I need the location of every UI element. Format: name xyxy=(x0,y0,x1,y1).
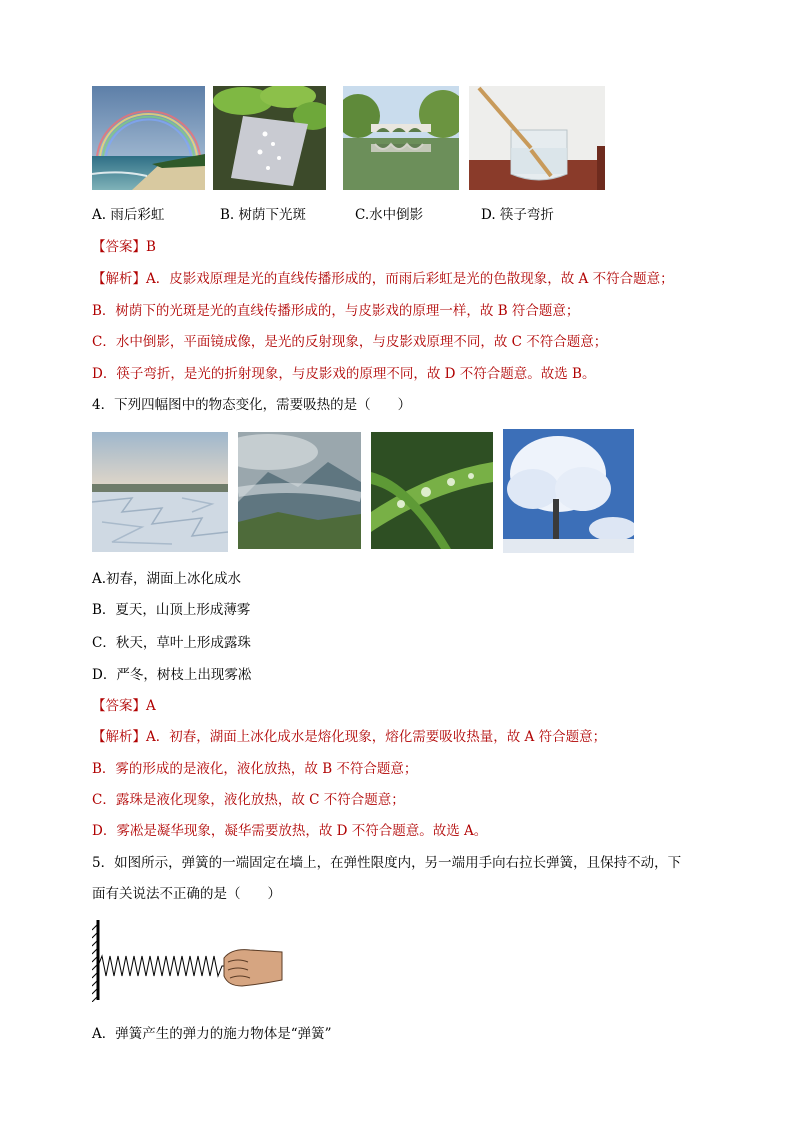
analysis-tag: 【解析】 xyxy=(92,271,146,287)
rainbow-photo xyxy=(92,86,205,190)
q5-option-a: A．弹簧产生的弹力的施力物体是“弹簧” xyxy=(92,1026,332,1042)
spring-wall-hand-diagram xyxy=(92,918,284,1002)
q5-stem-line-2: 面有关说法不正确的是（ ） xyxy=(92,886,281,902)
q3-analysis-line-4: D．筷子弯折，是光的折射现象，与皮影戏的原理不同，故 D 不符合题意。故选 B。 xyxy=(92,366,596,382)
q4-analysis-line-4: D．雾凇是凝华现象，凝华需要放热，故 D 不符合题意。故选 A。 xyxy=(92,823,488,839)
q4-analysis-line-2: B．雾的形成的是液化，液化放热，故 B 不符合题意； xyxy=(92,761,418,777)
dew-on-grass-photo xyxy=(371,432,493,549)
analysis-tag: 【解析】 xyxy=(92,729,146,745)
answer-value: A xyxy=(146,698,156,714)
q3-option-a: A. 雨后彩虹 xyxy=(92,207,165,223)
q4-option-b: B．夏天，山顶上形成薄雾 xyxy=(92,602,251,618)
q3-option-b: B. 树荫下光斑 xyxy=(220,207,307,223)
q3-answer xyxy=(92,238,156,256)
melting-lake-ice-photo xyxy=(92,432,228,552)
q3-analysis-line-2: B．树荫下的光斑是光的直线传播形成的，与皮影戏的原理一样，故 B 符合题意； xyxy=(92,303,580,319)
chopsticks-in-water-photo xyxy=(469,86,605,190)
q4-analysis-line-3: C．露珠是液化现象，液化放热，故 C 不符合题意； xyxy=(92,792,405,808)
q3-analysis-line-3: C．水中倒影，平面镜成像，是光的反射现象，与皮影戏原理不同，故 C 不符合题意； xyxy=(92,334,608,350)
analysis-text: A．初春，湖面上冰化成水是熔化现象，熔化需要吸收热量，故 A 符合题意； xyxy=(146,729,607,745)
q3-option-c: C.水中倒影 xyxy=(355,207,424,223)
q3-analysis-line-1 xyxy=(92,270,674,288)
rime-tree-photo xyxy=(503,429,634,553)
answer-tag: 【答案】 xyxy=(92,239,146,255)
q4-option-c: C．秋天，草叶上形成露珠 xyxy=(92,635,251,651)
answer-tag: 【答案】 xyxy=(92,698,146,714)
q4-option-d: D．严冬，树枝上出现雾凇 xyxy=(92,667,252,683)
analysis-text: A．皮影戏原理是光的直线传播形成的，而雨后彩虹是光的色散现象，故 A 不符合题意； xyxy=(146,271,674,287)
q5-stem-line-1: 5．如图所示，弹簧的一端固定在墙上，在弹性限度内，另一端用手向右拉长弹簧，且保持不动，下 xyxy=(92,855,682,871)
q3-option-d: D. 筷子弯折 xyxy=(481,207,554,223)
tree-shade-light-spots-photo xyxy=(213,86,326,190)
q4-analysis-line-1 xyxy=(92,728,606,746)
q4-stem: 4．下列四幅图中的物态变化，需要吸热的是（ ） xyxy=(92,397,412,413)
bridge-reflection-photo xyxy=(343,86,459,190)
q4-option-a: A.初春，湖面上冰化成水 xyxy=(92,571,242,587)
answer-value: B xyxy=(146,239,156,255)
mountain-mist-photo xyxy=(238,432,361,549)
q4-answer xyxy=(92,697,156,715)
